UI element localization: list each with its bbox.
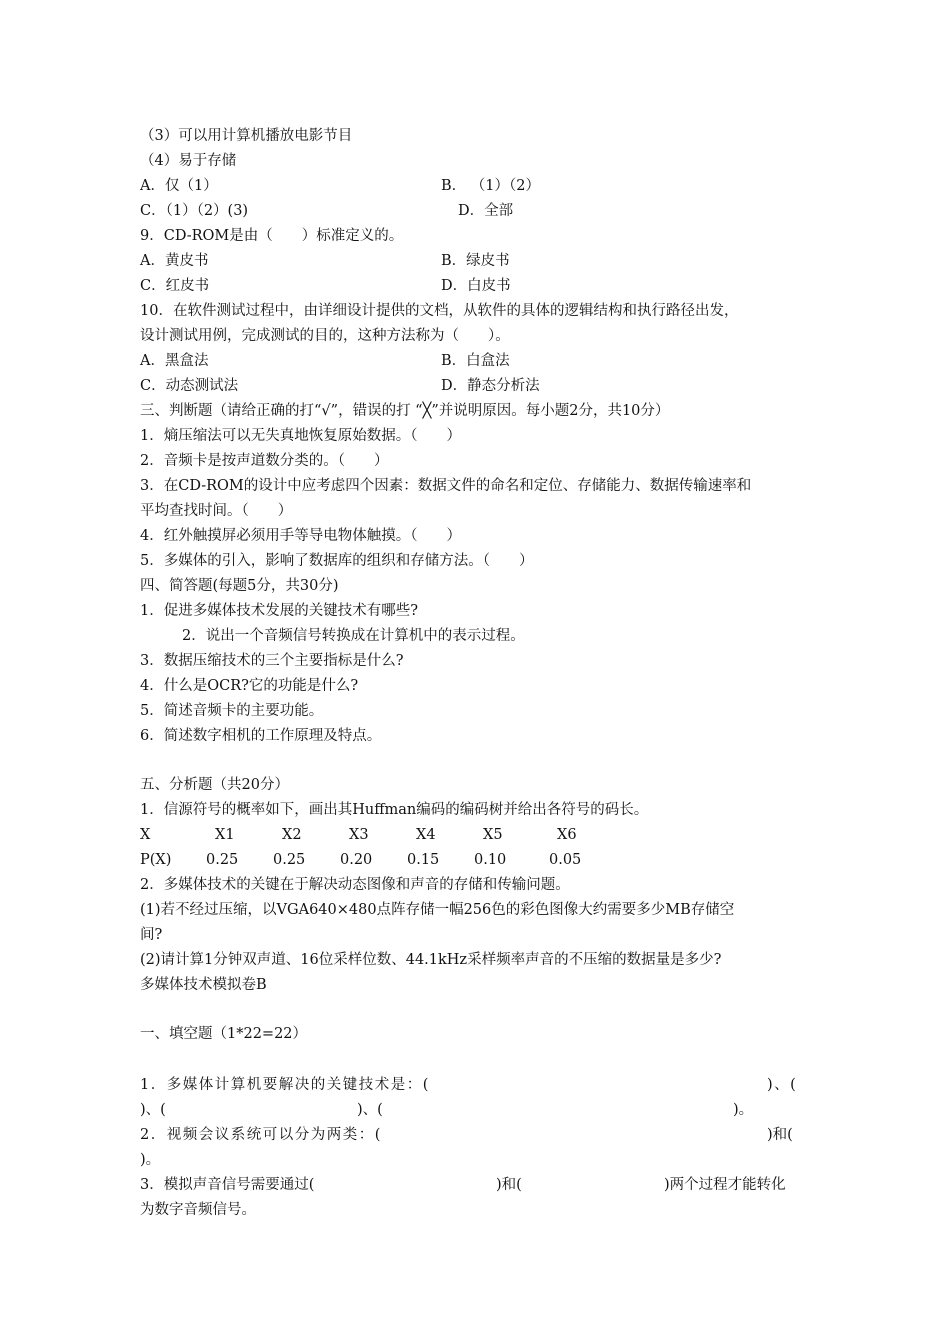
- q10-option-b: B．白盒法: [441, 353, 510, 369]
- judge-q4: 4．红外触摸屏必须用手等导电物体触摸。（ ）: [140, 528, 461, 544]
- analysis-q2-part1-line1: (1)若不经过压缩，以VGA640×480点阵存储一幅256色的彩色图像大约需要多少MB存储空: [140, 902, 735, 918]
- short-q4: 4．什么是OCR?它的功能是什么?: [140, 678, 359, 694]
- analysis-q2-part1-line2: 间?: [140, 927, 163, 943]
- judge-q5: 5．多媒体的引入，影响了数据库的组织和存储方法。（ ）: [140, 553, 534, 569]
- fill-q3-line1-end: )两个过程才能转化: [664, 1177, 786, 1193]
- short-q3: 3．数据压缩技术的三个主要指标是什么?: [140, 653, 404, 669]
- table-head-cell: X3: [349, 827, 369, 843]
- fill-q1-blank-close: )、(: [140, 1102, 166, 1118]
- q8-option-a: A．仅（1）: [140, 178, 218, 194]
- fill-section-title: 一、填空题（1*22=22）: [140, 1026, 308, 1042]
- table-value-cell: 0.25: [206, 852, 239, 868]
- fill-q3-line1: 3．模拟声音信号需要通过(: [140, 1177, 315, 1193]
- paper-b-title: 多媒体技术模拟卷B: [140, 977, 267, 993]
- analysis-q2: 2．多媒体技术的关键在于解决动态图像和声音的存储和传输问题。: [140, 877, 570, 893]
- q8-option-d: D．全部: [458, 203, 514, 219]
- fill-q3-blank-close: )和(: [496, 1177, 522, 1193]
- q8-option-c: C．（1）（2）(3): [140, 203, 249, 219]
- short-q6: 6．简述数字相机的工作原理及特点。: [140, 728, 382, 744]
- fill-q1-blank-close: )。: [733, 1102, 754, 1118]
- judge-q3-line2: 平均查找时间。（ ）: [140, 503, 293, 519]
- fill-q3-line2: 为数字音频信号。: [140, 1202, 256, 1218]
- fill-q1-line1-end: )、(: [767, 1077, 798, 1093]
- q8-option-b: B． （1）（2）: [441, 178, 540, 194]
- table-head-cell: X1: [215, 827, 235, 843]
- analysis-section-title: 五、分析题（共20分）: [140, 777, 289, 793]
- judge-section-title: 三、判断题（请给正确的打“√”，错误的打 “╳”并说明原因。每小题2分，共10分）: [140, 403, 670, 419]
- table-value-cell: 0.20: [340, 852, 373, 868]
- q9-stem: 9．CD-ROM是由（ ）标准定义的。: [140, 228, 404, 244]
- q10-stem-line2: 设计测试用例，完成测试的目的，这种方法称为（ ）。: [140, 328, 510, 344]
- fill-q2-line1: 2．视频会议系统可以分为两类：(: [140, 1127, 382, 1143]
- short-q1: 1．促进多媒体技术发展的关键技术有哪些?: [140, 603, 418, 619]
- q9-option-a: A．黄皮书: [140, 253, 209, 269]
- fill-q1-line1: 1．多媒体计算机要解决的关键技术是：(: [140, 1077, 430, 1093]
- judge-q2: 2．音频卡是按声道数分类的。（ ）: [140, 453, 389, 469]
- short-q2: 2．说出一个音频信号转换成在计算机中的表示过程。: [182, 628, 525, 644]
- table-value-cell: 0.15: [407, 852, 440, 868]
- fill-q2-line2: )。: [140, 1152, 161, 1168]
- q10-option-c: C．动态测试法: [140, 378, 239, 394]
- table-head-cell: X4: [416, 827, 436, 843]
- q10-option-d: D．静态分析法: [441, 378, 540, 394]
- judge-q3-line1: 3．在CD-ROM的设计中应考虑四个因素：数据文件的命名和定位、存储能力、数据传输速率和: [140, 478, 752, 494]
- fill-q2-line1-end: )和(: [767, 1127, 793, 1143]
- short-q5: 5．简述音频卡的主要功能。: [140, 703, 324, 719]
- table-head-cell: X2: [282, 827, 302, 843]
- table-head-cell: X6: [557, 827, 577, 843]
- table-head-cell: X5: [483, 827, 503, 843]
- table-value-cell: 0.05: [549, 852, 582, 868]
- q9-option-b: B．绿皮书: [441, 253, 510, 269]
- q9-option-c: C．红皮书: [140, 278, 210, 294]
- table-head-cell: X: [140, 827, 151, 843]
- fill-q1-blank-close: )、(: [357, 1102, 383, 1118]
- short-answer-section-title: 四、简答题(每题5分，共30分): [140, 578, 339, 594]
- q9-option-d: D．白皮书: [441, 278, 511, 294]
- judge-q1: 1．熵压缩法可以无失真地恢复原始数据。（ ）: [140, 428, 461, 444]
- q10-stem-line1: 10．在软件测试过程中，由详细设计提供的文档，从软件的具体的逻辑结构和执行路径出发，: [140, 303, 739, 319]
- analysis-q2-part2: (2)请计算1分钟双声道、16位采样位数、44.1kHz采样频率声音的不压缩的数据量是多少?: [140, 952, 722, 968]
- option-item-4: （4）易于存储: [140, 153, 237, 169]
- table-value-cell: 0.25: [273, 852, 306, 868]
- table-value-cell: P(X): [140, 852, 172, 868]
- analysis-q1: 1．信源符号的概率如下，画出其Huffman编码的编码树并给出各符号的码长。: [140, 802, 649, 818]
- q10-option-a: A．黑盒法: [140, 353, 209, 369]
- option-item-3: （3）可以用计算机播放电影节目: [140, 128, 353, 144]
- table-value-cell: 0.10: [474, 852, 507, 868]
